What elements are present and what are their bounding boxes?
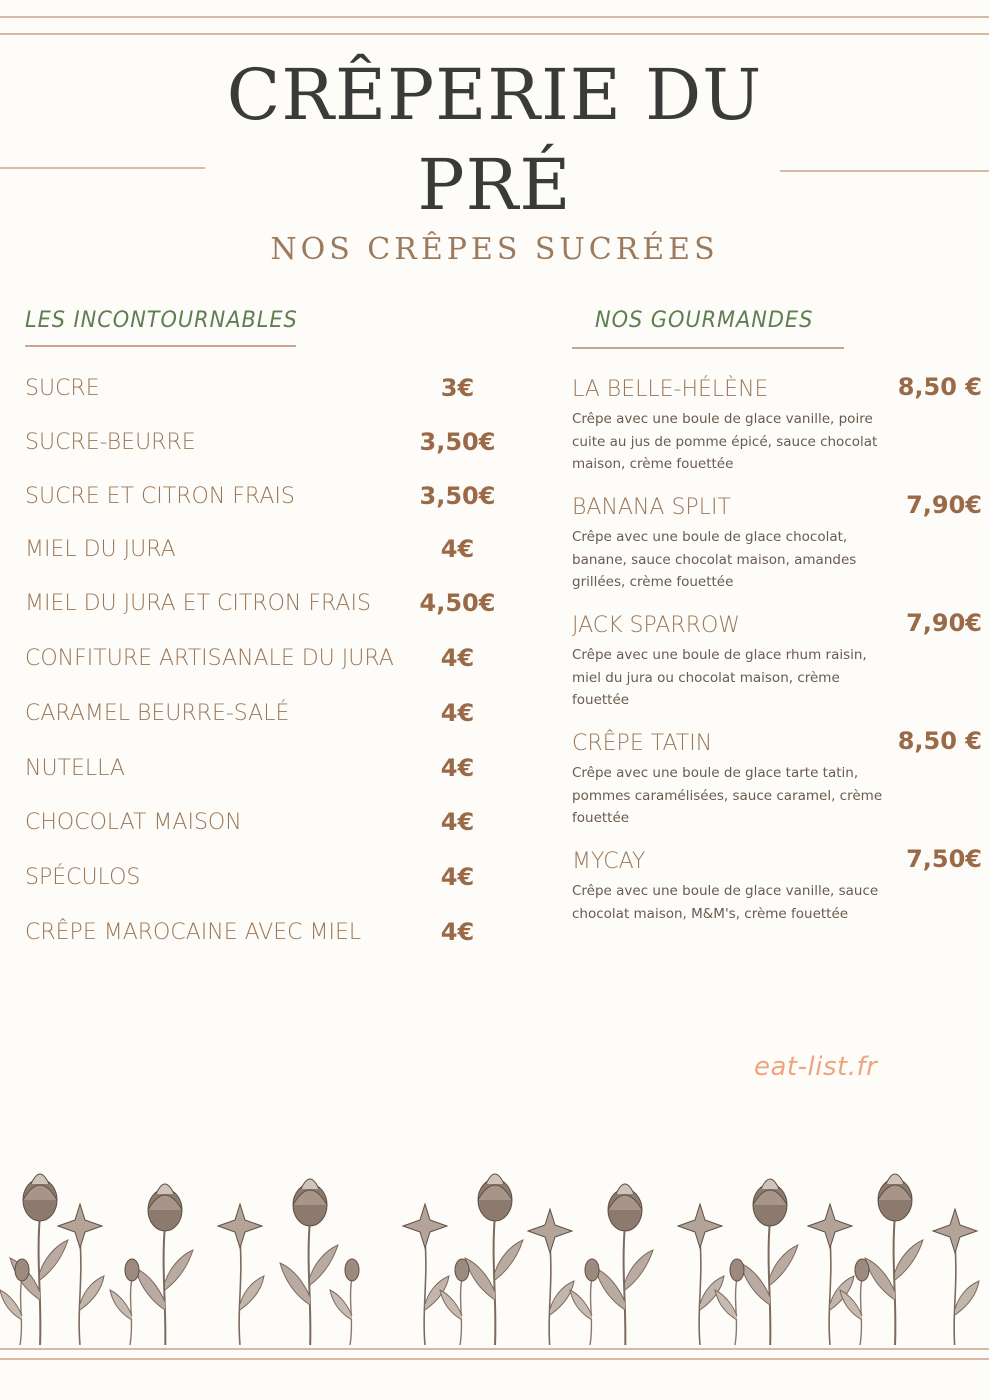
gourmande-item-description: Crêpe avec une boule de glace rhum raisin, miel du jura ou chocolat maison, crème fouettée xyxy=(572,647,867,708)
gourmande-item xyxy=(572,727,982,830)
gourmande-item-description: Crêpe avec une boule de glace tarte tatin, pommes caramélisées, sauce caramel, crème fouettée xyxy=(572,765,883,826)
menu-item xyxy=(25,481,496,511)
menu-item-name: MIEL DU JURA ET CITRON FRAIS xyxy=(25,590,371,616)
gourmande-item-price: 7,90€ xyxy=(906,491,982,519)
gourmande-item-name: JACK SPARROW xyxy=(572,613,741,638)
menu-item-price: 3€ xyxy=(440,374,475,402)
watermark-text: eat-list.fr xyxy=(754,1052,878,1082)
menu-item-name: CARAMEL BEURRE-SALÉ xyxy=(25,700,290,726)
menu-item-price: 4€ xyxy=(440,808,475,836)
gourmande-item-price: 7,50€ xyxy=(906,845,982,873)
gourmande-item-description: Crêpe avec une boule de glace vanille, poire cuite au jus de pomme épicé, sauce chocolat maison, crème fouettée xyxy=(572,411,878,472)
menu-item-name: MIEL DU JURA xyxy=(25,536,176,562)
left-section-title: LES INCONTOURNABLES xyxy=(25,308,298,333)
gourmande-item xyxy=(572,845,982,925)
menu-item xyxy=(25,698,490,728)
page-subtitle: NOS CRÊPES SUCRÉES xyxy=(270,232,719,267)
menu-item-price: 4€ xyxy=(440,699,475,727)
left-section-underline xyxy=(25,345,296,347)
menu-item xyxy=(25,753,490,783)
menu-item-name: SUCRE ET CITRON FRAIS xyxy=(25,483,295,509)
menu-item-price: 4€ xyxy=(440,754,475,782)
gourmande-item xyxy=(572,609,982,712)
gourmande-item-description: Crêpe avec une boule de glace chocolat, banane, sauce chocolat maison, amandes grillées, crème fouettée xyxy=(572,529,857,590)
gourmande-item-name: MYCAY xyxy=(572,849,646,874)
menu-item-price: 4€ xyxy=(440,863,475,891)
menu-item-name: CONFITURE ARTISANALE DU JURA xyxy=(25,645,394,671)
menu-item-name: CHOCOLAT MAISON xyxy=(25,809,242,835)
menu-item-price: 4,50€ xyxy=(419,589,496,617)
menu-item-price: 3,50€ xyxy=(419,428,496,456)
gourmande-item-name: LA BELLE-HÉLÈNE xyxy=(572,377,769,402)
menu-item-price: 4€ xyxy=(440,535,475,563)
gourmande-item xyxy=(572,491,982,594)
menu-item-name: SUCRE xyxy=(25,375,100,401)
floral-border-decoration xyxy=(0,1160,989,1345)
gourmande-item-price: 8,50 € xyxy=(897,727,982,755)
top-rule-2 xyxy=(0,33,989,35)
menu-item xyxy=(25,807,490,837)
page-title-line-1: CRÊPERIE DU xyxy=(226,54,763,136)
bottom-rule-1 xyxy=(0,1348,989,1350)
top-rule-1 xyxy=(0,16,989,18)
bottom-rule-2 xyxy=(0,1358,989,1360)
gourmande-item xyxy=(572,373,982,476)
menu-item xyxy=(25,534,490,564)
menu-item-name: CRÊPE MAROCAINE AVEC MIEL xyxy=(25,919,362,945)
menu-item xyxy=(25,643,490,673)
gourmande-item-price: 8,50 € xyxy=(897,373,982,401)
right-section-title: NOS GOURMANDES xyxy=(595,308,814,333)
menu-item-price: 4€ xyxy=(440,918,475,946)
right-section-underline xyxy=(572,347,844,349)
gourmande-item-name: CRÊPE TATIN xyxy=(572,731,713,756)
menu-item xyxy=(25,373,490,403)
menu-item-name: NUTELLA xyxy=(25,755,125,781)
menu-item xyxy=(25,862,490,892)
gourmande-item-price: 7,90€ xyxy=(906,609,982,637)
menu-item-name: SPÉCULOS xyxy=(25,864,141,890)
menu-item xyxy=(25,917,490,947)
gourmande-item-description: Crêpe avec une boule de glace vanille, sauce chocolat maison, M&M's, crème fouettée xyxy=(572,883,879,922)
gourmande-item-name: BANANA SPLIT xyxy=(572,495,731,520)
menu-item xyxy=(25,427,496,457)
menu-item-price: 4€ xyxy=(440,644,475,672)
page-title-line-2: PRÉ xyxy=(417,144,572,226)
menu-item xyxy=(25,588,496,618)
menu-item-name: SUCRE-BEURRE xyxy=(25,429,196,455)
menu-item-price: 3,50€ xyxy=(419,482,496,510)
